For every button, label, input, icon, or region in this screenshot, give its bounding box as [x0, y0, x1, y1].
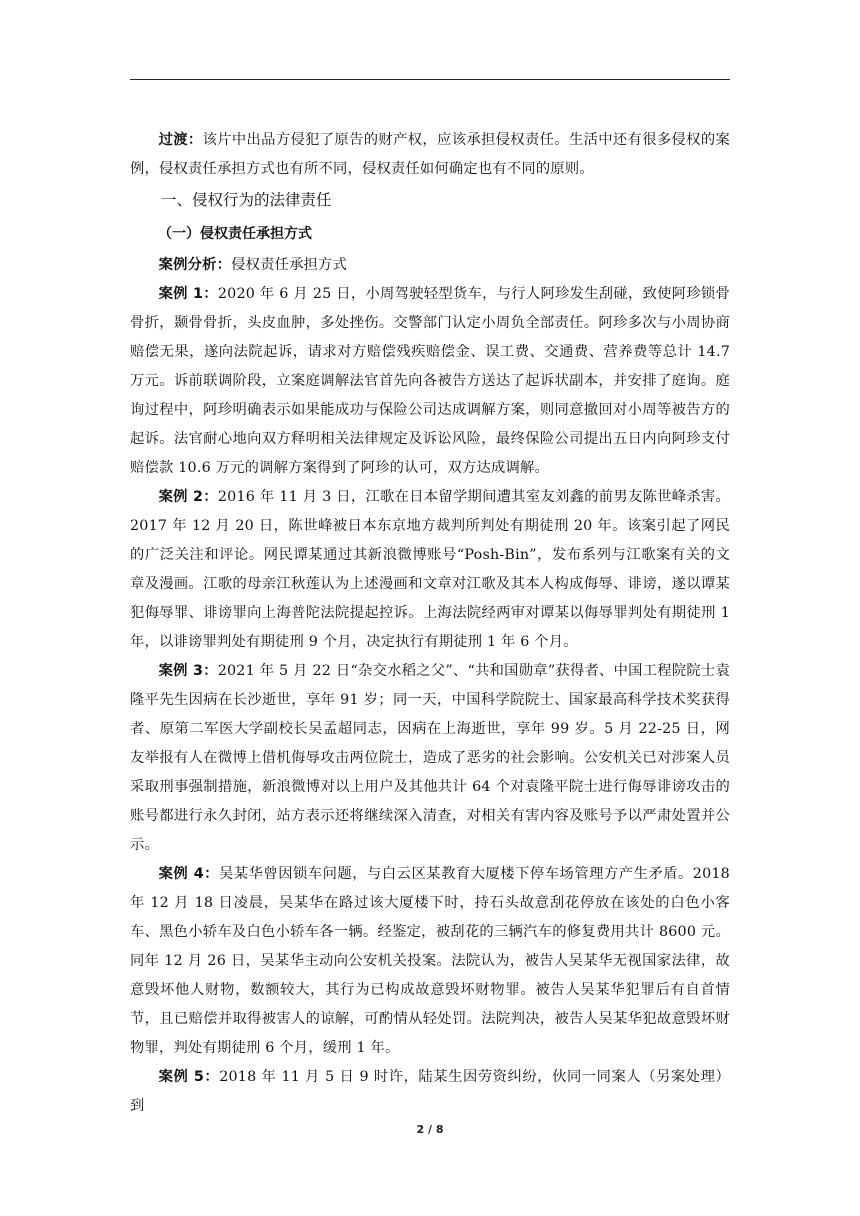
- section-heading: 一、侵权行为的法律责任: [161, 191, 332, 209]
- case-paragraph: [130, 657, 730, 860]
- case-lead: 案例 4：: [158, 866, 219, 882]
- case-paragraph: [130, 1063, 730, 1121]
- case-text: 2020 年 6 月 25 日，小周驾驶轻型货车，与行人阿珍发生刮碰，致使阿珍锁骨骨折，颞骨骨折，头皮血肿，多处挫伤。交警部门认定小周负全部责任。阿珍多次与小周协商赔偿无果，遂向法院起诉，请求对方赔偿残疾赔偿金、误工费、交通费、营养费等总计 14.7 万元。诉前联调阶段，立案庭调解法官首先向各被告方送达了起诉状副本，并安排了庭询。庭询过程中，阿珍明确表示如果能成功与保险公司达成调解方案，则同意撤回对小周等被告方的起诉。法官耐心地向双方释明相关法律规定及诉讼风险，最终保险公司提出五日内向阿珍支付赔偿款 10.6 万元的调解方案得到了阿珍的认可，双方达成调解。: [130, 286, 730, 476]
- transition-text: 该片中出品方侵犯了原告的财产权，应该承担侵权责任。生活中还有很多侵权的案例，侵权责任承担方式也有所不同，侵权责任如何确定也有不同的原则。: [130, 132, 730, 177]
- case-text: 吴某华曾因锁车问题，与白云区某教育大厦楼下停车场管理方产生矛盾。2018 年 12 月 18 日凌晨，吴某华在路过该大厦楼下时，持石头故意刮花停放在该处的白色小客车、黑色小轿车及白色小轿车各一辆。经鉴定，被刮花的三辆汽车的修复费用共计 8600 元。同年 12 月 26 日，吴某华主动向公安机关投案。法院认为，被告人吴某华无视国家法律，故意毁坏他人财物，数额较大，其行为已构成故意毁坏财物罪。被告人吴某华犯罪后有自首情节，且已赔偿并取得被害人的谅解，可酌情从轻处罚。法院判决，被告人吴某华犯故意毁坏财物罪，判处有期徒刑 6 个月，缓刑 1 年。: [130, 866, 730, 1056]
- document-body: [130, 126, 730, 1121]
- case-lead: 案例 2：: [158, 489, 218, 505]
- case-lead: 案例 1：: [158, 286, 218, 302]
- case-analysis-text: 侵权责任承担方式: [231, 257, 348, 273]
- case-analysis-paragraph: [130, 251, 730, 280]
- page-number: 2 / 8: [416, 1123, 444, 1136]
- case-paragraph: [130, 483, 730, 657]
- header-rule: [130, 79, 730, 80]
- transition-paragraph: [130, 126, 730, 184]
- case-lead: 案例 3：: [158, 663, 218, 679]
- transition-lead: 过渡：: [158, 132, 203, 148]
- case-paragraph: [130, 280, 730, 483]
- case-analysis-lead: 案例分析：: [158, 257, 232, 273]
- case-text: 2021 年 5 月 22 日“杂交水稻之父”、“共和国勋章”获得者、中国工程院院士袁隆平先生因病在长沙逝世，享年 91 岁；同一天，中国科学院院士、国家最高科学技术奖获得者、原第二军医大学副校长吴孟超同志，因病在上海逝世，享年 99 岁。5 月 22-25 日，网友举报有人在微博上借机侮辱攻击两位院士，造成了恶劣的社会影响。公安机关已对涉案人员采取刑事强制措施，新浪微博对以上用户及其他共计 64 个对袁隆平院士进行侮辱诽谤攻击的账号都进行永久封闭，站方表示还将继续深入清查，对相关有害内容及账号予以严肃处置并公示。: [130, 663, 730, 853]
- case-paragraph: [130, 860, 730, 1063]
- case-text: 2018 年 11 月 5 日 9 时许，陆某生因劳资纠纷，伙同一同案人（另案处理）到: [130, 1069, 730, 1114]
- case-text: 2016 年 11 月 3 日，江歌在日本留学期间遭其室友刘鑫的前男友陈世峰杀害。2017 年 12 月 20 日，陈世峰被日本东京地方裁判所判处有期徒刑 20 年。该案引起了网民的广泛关注和评论。网民谭某通过其新浪微博账号“Posh-Bin”，发布系列与江歌案有关的文章及漫画。江歌的母亲江秋莲认为上述漫画和文章对江歌及其本人构成侮辱、诽谤，遂以谭某犯侮辱罪、诽谤罪向上海普陀法院提起控诉。上海法院经两审对谭某以侮辱罪判处有期徒刑 1 年，以诽谤罪判处有期徒刑 9 个月，决定执行有期徒刑 1 年 6 个月。: [130, 489, 730, 650]
- case-lead: 案例 5：: [158, 1069, 220, 1085]
- subsection-heading: （一）侵权责任承担方式: [158, 226, 312, 242]
